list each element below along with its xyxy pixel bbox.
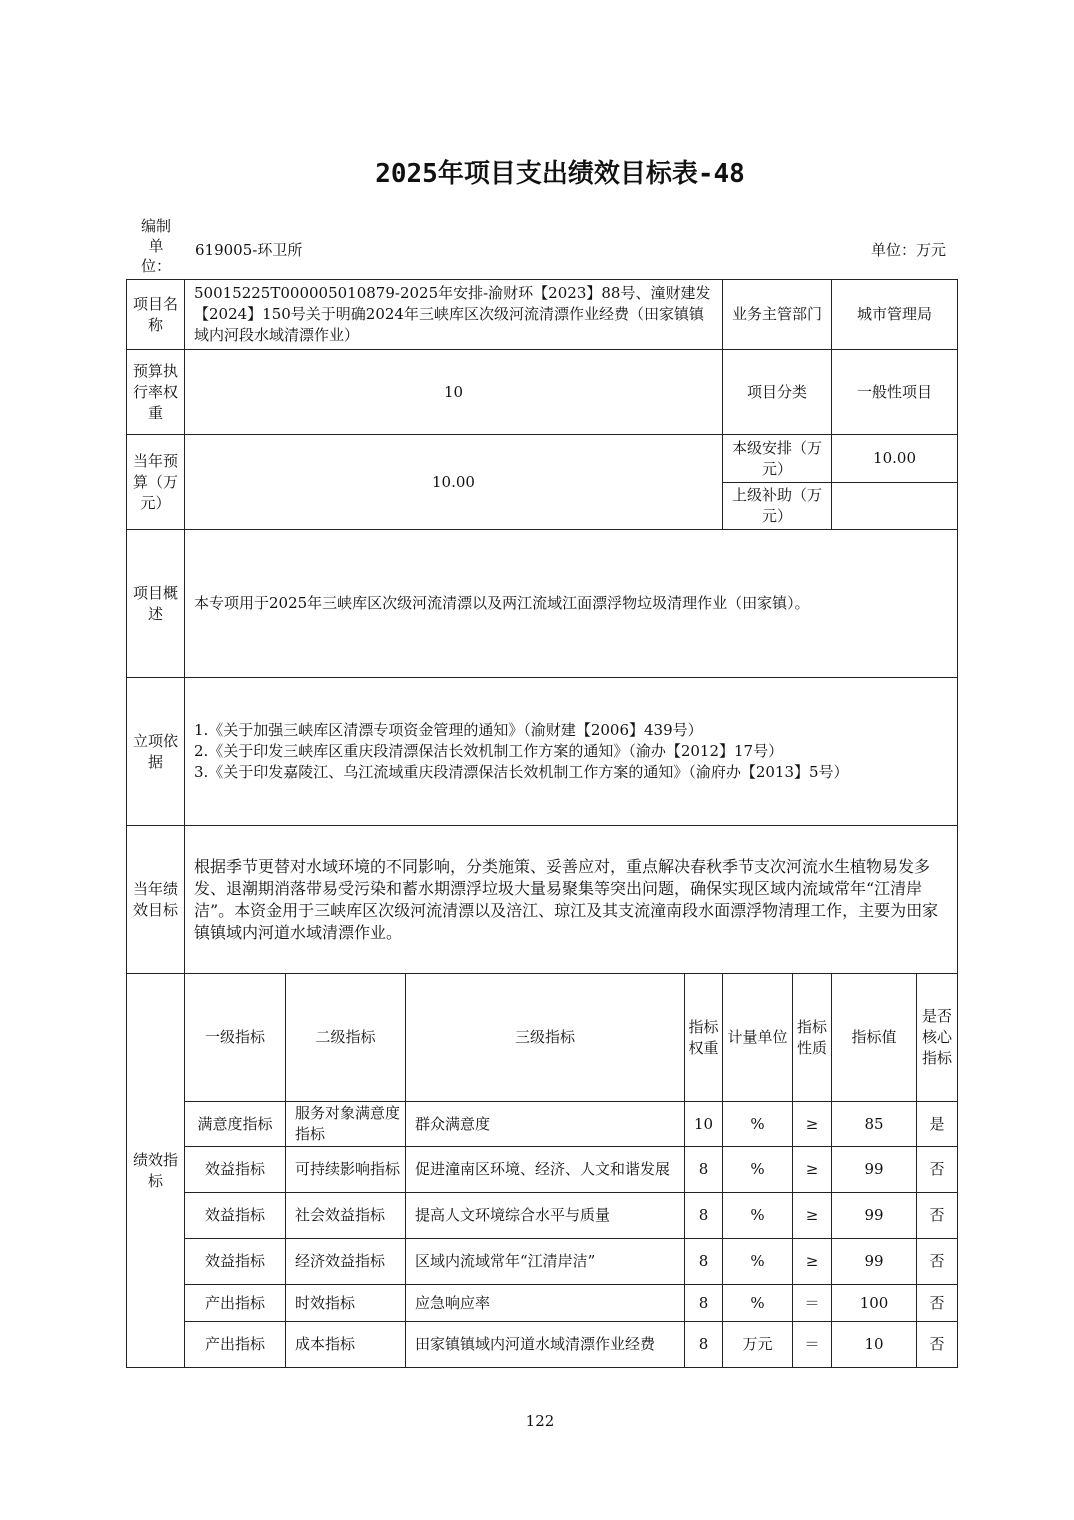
row-unit: 万元: [723, 1322, 793, 1368]
row-value: 10: [832, 1322, 917, 1368]
row-weight: 8: [685, 1285, 723, 1322]
row-level2: 可持续影响指标: [286, 1147, 406, 1193]
row-value: 85: [832, 1102, 917, 1147]
table-row: [127, 1193, 958, 1239]
table-row: [127, 1147, 958, 1193]
basis-label: 立项依据: [127, 678, 185, 826]
weight-value: 10: [185, 350, 723, 435]
header-level3: 三级指标: [406, 974, 685, 1102]
row-core: 是: [917, 1102, 958, 1147]
upper-subsidy-value: [832, 483, 958, 530]
row-value: 100: [832, 1285, 917, 1322]
header-level1: 一级指标: [185, 974, 286, 1102]
row-value: 99: [832, 1147, 917, 1193]
row-value: 99: [832, 1239, 917, 1285]
row-nature: ＝: [793, 1322, 832, 1368]
budget-value: 10.00: [185, 435, 723, 530]
row-core: 否: [917, 1193, 958, 1239]
header-core: 是否核心指标: [917, 974, 958, 1102]
goal-label: 当年绩效目标: [127, 826, 185, 974]
row-nature: ＝: [793, 1285, 832, 1322]
row-weight: 8: [685, 1239, 723, 1285]
project-name-label: 项目名称: [127, 280, 185, 350]
row-level3: 提高人文环境综合水平与质量: [406, 1193, 685, 1239]
row-unit: %: [723, 1147, 793, 1193]
overview-text: 本专项用于2025年三峡库区次级河流清漂以及两江流域江面漂浮物垃圾清理作业（田家镇）。: [185, 530, 958, 678]
header-value: 指标值: [832, 974, 917, 1102]
row-core: 否: [917, 1147, 958, 1193]
page-number: 122: [525, 1412, 555, 1430]
row-level3: 应急响应率: [406, 1285, 685, 1322]
table-row: [127, 1102, 958, 1147]
local-budget-label: 本级安排（万元）: [723, 435, 832, 483]
row-level3: 群众满意度: [406, 1102, 685, 1147]
row-level1: 产出指标: [185, 1285, 286, 1322]
row-unit: %: [723, 1102, 793, 1147]
org-value: 619005-环卫所: [195, 241, 303, 259]
row-level2: 经济效益指标: [286, 1239, 406, 1285]
dept-label: 业务主管部门: [723, 280, 832, 350]
unit-label: 单位：万元: [870, 241, 946, 259]
indicators-label: 绩效指标: [127, 974, 185, 1368]
row-unit: %: [723, 1193, 793, 1239]
row-level2: 成本指标: [286, 1322, 406, 1368]
dept-value: 城市管理局: [832, 280, 958, 350]
local-budget-value: 10.00: [832, 435, 958, 483]
basis-item: 2.《关于印发三峡库区重庆段清漂保洁长效机制工作方案的通知》（渝办【2012】17号）: [194, 742, 784, 760]
header-weight: 指标权重: [685, 974, 723, 1102]
row-nature: ≥: [793, 1147, 832, 1193]
row-weight: 10: [685, 1102, 723, 1147]
row-nature: ≥: [793, 1102, 832, 1147]
row-nature: ≥: [793, 1239, 832, 1285]
row-level1: 满意度指标: [185, 1102, 286, 1147]
row-level1: 产出指标: [185, 1322, 286, 1368]
row-level3: 区域内流域常年“江清岸洁”: [406, 1239, 685, 1285]
row-level1: 效益指标: [185, 1239, 286, 1285]
row-value: 99: [832, 1193, 917, 1239]
row-core: 否: [917, 1322, 958, 1368]
row-core: 否: [917, 1239, 958, 1285]
project-name-value: 50015225T000005010879-2025年安排-渝财环【2023】88号、潼财建发【2024】150号关于明确2024年三峡库区次级河流清漂作业经费（田家镇镇域内河段水域清漂作业）: [185, 280, 723, 350]
row-nature: ≥: [793, 1193, 832, 1239]
row-unit: %: [723, 1285, 793, 1322]
weight-label: 预算执行率权重: [127, 350, 185, 435]
row-unit: %: [723, 1239, 793, 1285]
category-value: 一般性项目: [832, 350, 958, 435]
basis-item: 1.《关于加强三峡库区清漂专项资金管理的通知》（渝财建【2006】439号）: [194, 721, 703, 739]
org-label: 编制单位：: [140, 217, 171, 275]
table-row: [127, 1239, 958, 1285]
row-level2: 服务对象满意度指标: [286, 1102, 406, 1147]
row-weight: 8: [685, 1322, 723, 1368]
page-title: 2025年项目支出绩效目标表-48: [375, 159, 745, 189]
row-weight: 8: [685, 1147, 723, 1193]
basis-list: [185, 678, 958, 826]
budget-label: 当年预算（万元）: [127, 435, 185, 530]
row-level3: 田家镇镇域内河道水域清漂作业经费: [406, 1322, 685, 1368]
row-level3: 促进潼南区环境、经济、人文和谐发展: [406, 1147, 685, 1193]
header-unit: 计量单位: [723, 974, 793, 1102]
row-level1: 效益指标: [185, 1193, 286, 1239]
overview-label: 项目概述: [127, 530, 185, 678]
table-row: [127, 1322, 958, 1368]
row-level2: 社会效益指标: [286, 1193, 406, 1239]
header-nature: 指标性质: [793, 974, 832, 1102]
goal-text: 根据季节更替对水域环境的不同影响，分类施策、妥善应对，重点解决春秋季节支次河流水生植物易发多发、退潮期消落带易受污染和蓄水期漂浮垃圾大量易聚集等突出问题，确保实现区域内流域常年“江清岸洁”。本资金用于三峡库区次级河流清漂以及涪江、琼江及其支流潼南段水面漂浮物清理工作，主要为田家镇镇域内河道水域清漂作业。: [185, 826, 958, 974]
row-level1: 效益指标: [185, 1147, 286, 1193]
row-core: 否: [917, 1285, 958, 1322]
row-level2: 时效指标: [286, 1285, 406, 1322]
row-weight: 8: [685, 1193, 723, 1239]
header-level2: 二级指标: [286, 974, 406, 1102]
table-row: [127, 1285, 958, 1322]
upper-subsidy-label: 上级补助（万元）: [723, 483, 832, 530]
performance-target-table: [126, 279, 958, 1368]
category-label: 项目分类: [723, 350, 832, 435]
basis-item: 3.《关于印发嘉陵江、乌江流域重庆段清漂保洁长效机制工作方案的通知》（渝府办【2013】5号）: [194, 763, 849, 781]
